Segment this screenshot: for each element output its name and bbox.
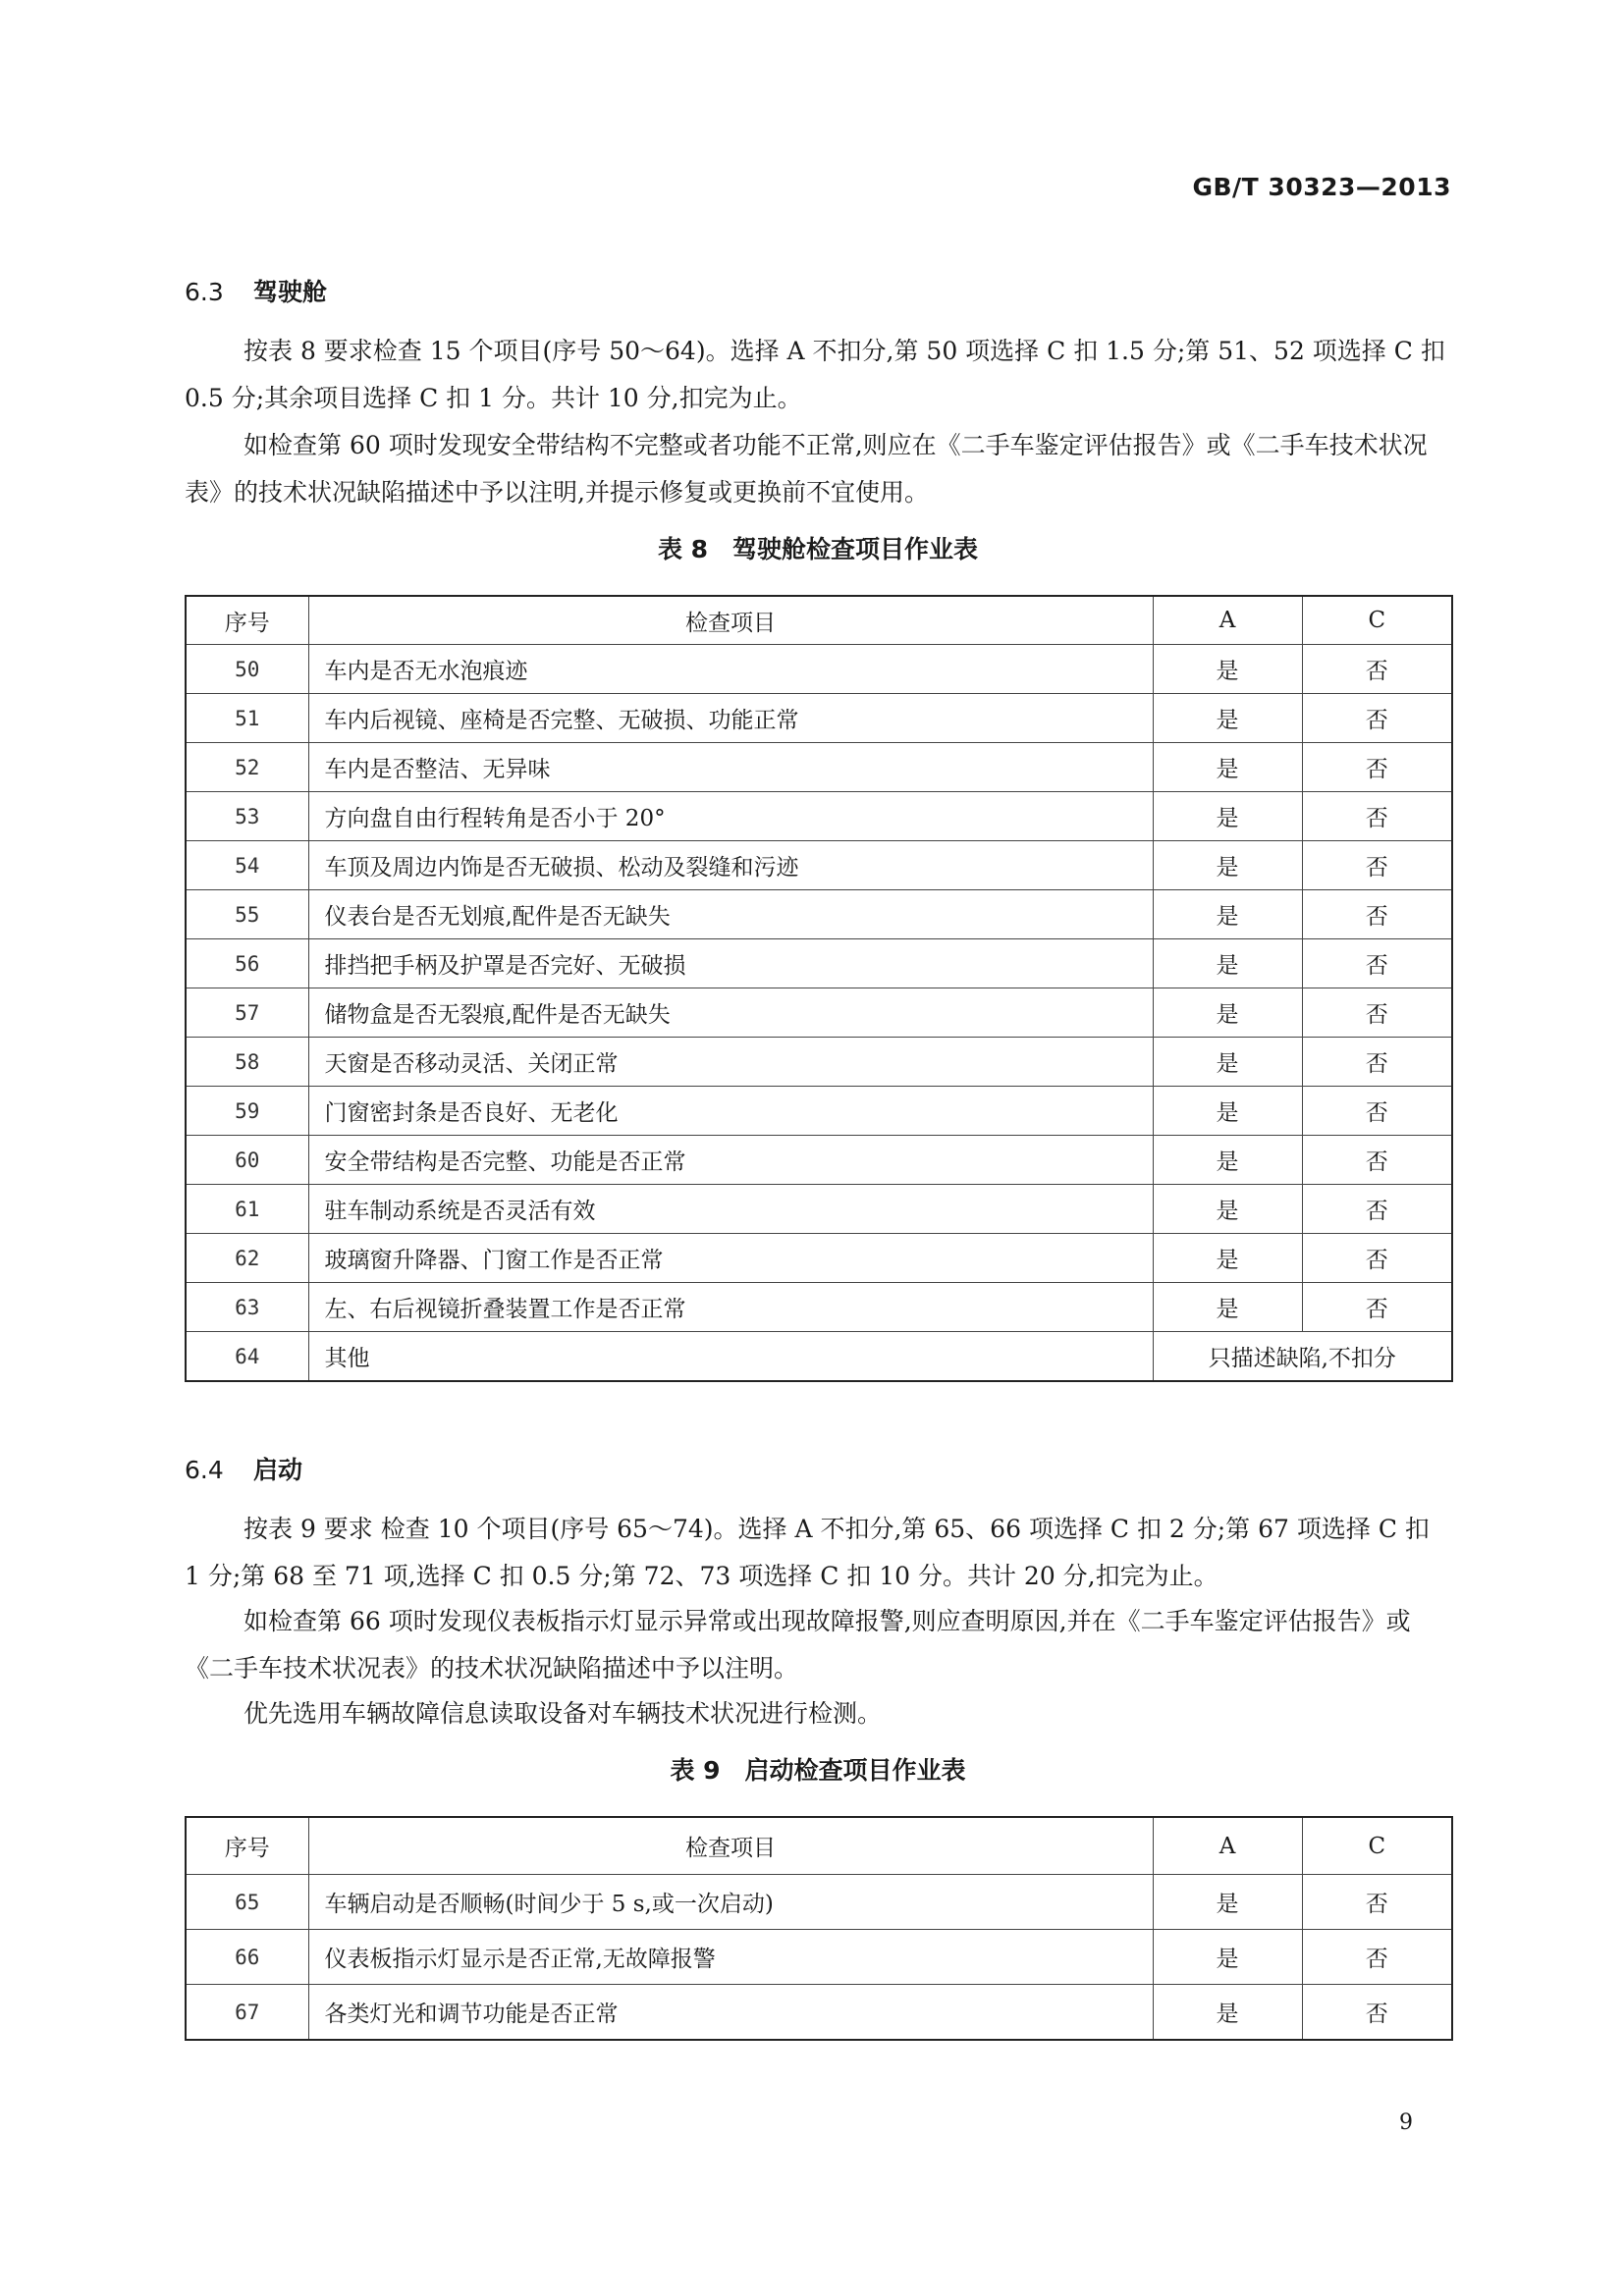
table-row <box>186 694 1452 743</box>
row-item: 玻璃窗升降器、门窗工作是否正常 <box>308 1234 1153 1283</box>
table-row <box>186 1875 1452 1930</box>
row-item: 车内是否整洁、无异味 <box>308 743 1153 792</box>
row-a: 是 <box>1153 792 1302 841</box>
row-item: 各类灯光和调节功能是否正常 <box>308 1985 1153 2041</box>
row-item: 仪表台是否无划痕,配件是否无缺失 <box>308 890 1153 939</box>
table-row <box>186 1234 1452 1283</box>
section-title: 驾驶舱 <box>253 278 328 306</box>
row-no: 52 <box>186 743 308 792</box>
row-no: 58 <box>186 1038 308 1087</box>
row-a: 是 <box>1153 645 1302 694</box>
table-row <box>186 841 1452 890</box>
row-c: 否 <box>1302 1875 1452 1930</box>
row-a: 是 <box>1153 1234 1302 1283</box>
paragraph: 如检查第 66 项时发现仪表板指示灯显示异常或出现故障报警,则应查明原因,并在《二手车鉴定评估报告》或《二手车技术状况表》的技术状况缺陷描述中予以注明。 <box>185 1607 1411 1682</box>
row-c: 否 <box>1302 890 1452 939</box>
header-item: 检查项目 <box>308 596 1153 645</box>
row-no: 64 <box>186 1332 308 1382</box>
row-no: 62 <box>186 1234 308 1283</box>
row-no: 66 <box>186 1930 308 1985</box>
row-c: 否 <box>1302 694 1452 743</box>
row-no: 60 <box>186 1136 308 1185</box>
table-row <box>186 1087 1452 1136</box>
table-row-last <box>186 1332 1452 1382</box>
row-c: 否 <box>1302 841 1452 890</box>
row-a: 是 <box>1153 1038 1302 1087</box>
row-item: 天窗是否移动灵活、关闭正常 <box>308 1038 1153 1087</box>
table-row <box>186 1283 1452 1332</box>
row-a: 是 <box>1153 939 1302 988</box>
row-no: 61 <box>186 1185 308 1234</box>
row-c: 否 <box>1302 1136 1452 1185</box>
row-c: 否 <box>1302 743 1452 792</box>
row-no: 53 <box>186 792 308 841</box>
row-item: 车内后视镜、座椅是否完整、无破损、功能正常 <box>308 694 1153 743</box>
row-no: 57 <box>186 988 308 1038</box>
row-a: 是 <box>1153 1985 1302 2041</box>
row-item: 其他 <box>308 1332 1153 1382</box>
table-row <box>186 939 1452 988</box>
table-header-row <box>186 1817 1452 1875</box>
row-item: 车辆启动是否顺畅(时间少于 5 s,或一次启动) <box>308 1875 1153 1930</box>
paragraph: 按表 8 要求检查 15 个项目(序号 50～64)。选择 A 不扣分,第 50 项选择 C 扣 1.5 分;第 51、52 项选择 C 扣 0.5 分;其余项目选择 C 扣 1 分。共计 10 分,扣完为止。 <box>185 337 1445 412</box>
row-item: 储物盒是否无裂痕,配件是否无缺失 <box>308 988 1153 1038</box>
table-row <box>186 1185 1452 1234</box>
row-c: 否 <box>1302 1930 1452 1985</box>
paragraph: 如检查第 60 项时发现安全带结构不完整或者功能不正常,则应在《二手车鉴定评估报告》或《二手车技术状况表》的技术状况缺陷描述中予以注明,并提示修复或更换前不宜使用。 <box>185 431 1428 507</box>
row-c: 否 <box>1302 1985 1452 2041</box>
row-item: 左、右后视镜折叠装置工作是否正常 <box>308 1283 1153 1332</box>
header-a: A <box>1153 596 1302 645</box>
row-no: 67 <box>186 1985 308 2041</box>
section-heading-6-3 <box>185 273 327 308</box>
header-no: 序号 <box>186 596 308 645</box>
section-heading-6-4 <box>185 1451 302 1486</box>
table-caption: 表 8 驾驶舱检查项目作业表 <box>657 535 979 563</box>
row-item: 排挡把手柄及护罩是否完好、无破损 <box>308 939 1153 988</box>
inspection-table-9 <box>185 1816 1453 2041</box>
row-item: 方向盘自由行程转角是否小于 20° <box>308 792 1153 841</box>
row-item: 安全带结构是否完整、功能是否正常 <box>308 1136 1153 1185</box>
table-caption: 表 9 启动检查项目作业表 <box>670 1756 966 1785</box>
row-a: 是 <box>1153 743 1302 792</box>
table-row <box>186 792 1452 841</box>
row-no: 56 <box>186 939 308 988</box>
header-c: C <box>1302 1817 1452 1875</box>
table-row <box>186 645 1452 694</box>
table-row <box>186 1985 1452 2041</box>
header-a: A <box>1153 1817 1302 1875</box>
header-no: 序号 <box>186 1817 308 1875</box>
table-row <box>186 1038 1452 1087</box>
row-no: 50 <box>186 645 308 694</box>
row-c: 否 <box>1302 1283 1452 1332</box>
paragraph: 按表 9 要求 检查 10 个项目(序号 65～74)。选择 A 不扣分,第 65、66 项选择 C 扣 2 分;第 67 项选择 C 扣 1 分;第 68 至 71 项,选择 C 扣 0.5 分;第 72、73 项选择 C 扣 10 分。共计 20 分,扣完为止。 <box>185 1515 1430 1590</box>
row-a: 是 <box>1153 988 1302 1038</box>
page-number: 9 <box>1399 2110 1413 2135</box>
row-c: 否 <box>1302 645 1452 694</box>
table-row <box>186 890 1452 939</box>
row-c: 否 <box>1302 1185 1452 1234</box>
table-header-row <box>186 596 1452 645</box>
row-a: 是 <box>1153 1185 1302 1234</box>
standard-code: GB/T 30323—2013 <box>1192 173 1451 201</box>
row-merged-note: 只描述缺陷,不扣分 <box>1153 1332 1452 1382</box>
table-row <box>186 743 1452 792</box>
row-item: 驻车制动系统是否灵活有效 <box>308 1185 1153 1234</box>
row-no: 51 <box>186 694 308 743</box>
paragraph: 优先选用车辆故障信息读取设备对车辆技术状况进行检测。 <box>244 1699 883 1728</box>
row-item: 仪表板指示灯显示是否正常,无故障报警 <box>308 1930 1153 1985</box>
row-c: 否 <box>1302 1087 1452 1136</box>
header-c: C <box>1302 596 1452 645</box>
row-c: 否 <box>1302 1038 1452 1087</box>
row-a: 是 <box>1153 841 1302 890</box>
row-a: 是 <box>1153 1283 1302 1332</box>
row-a: 是 <box>1153 1087 1302 1136</box>
section-number: 6.3 <box>185 278 224 306</box>
table-row <box>186 1930 1452 1985</box>
row-a: 是 <box>1153 890 1302 939</box>
row-c: 否 <box>1302 939 1452 988</box>
header-item: 检查项目 <box>308 1817 1153 1875</box>
row-a: 是 <box>1153 694 1302 743</box>
table-row <box>186 988 1452 1038</box>
row-a: 是 <box>1153 1930 1302 1985</box>
row-no: 55 <box>186 890 308 939</box>
row-no: 65 <box>186 1875 308 1930</box>
section-title: 启动 <box>253 1456 303 1484</box>
row-a: 是 <box>1153 1875 1302 1930</box>
row-no: 59 <box>186 1087 308 1136</box>
row-c: 否 <box>1302 988 1452 1038</box>
row-item: 车内是否无水泡痕迹 <box>308 645 1153 694</box>
row-item: 车顶及周边内饰是否无破损、松动及裂缝和污迹 <box>308 841 1153 890</box>
row-item: 门窗密封条是否良好、无老化 <box>308 1087 1153 1136</box>
section-number: 6.4 <box>185 1456 224 1484</box>
row-a: 是 <box>1153 1136 1302 1185</box>
row-no: 54 <box>186 841 308 890</box>
table-row <box>186 1136 1452 1185</box>
row-c: 否 <box>1302 792 1452 841</box>
row-no: 63 <box>186 1283 308 1332</box>
row-c: 否 <box>1302 1234 1452 1283</box>
inspection-table-8 <box>185 595 1453 1382</box>
